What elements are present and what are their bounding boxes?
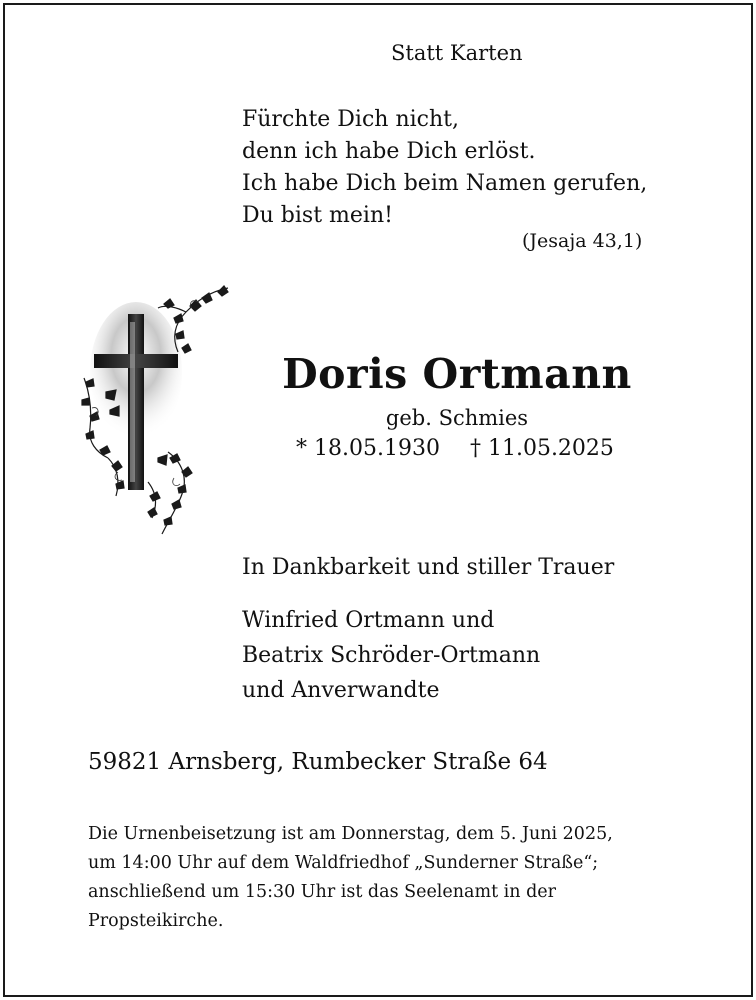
deceased-name: Doris Ortmann [282, 350, 632, 398]
maiden-name: geb. Schmies [385, 406, 529, 430]
mourning-line: In Dankbarkeit und stiller Trauer [242, 555, 615, 580]
address: 59821 Arnsberg, Rumbecker Straße 64 [88, 749, 548, 775]
family-line: Winfried Ortmann und [242, 608, 495, 633]
notice-line: um 14:00 Uhr auf dem Waldfriedhof „Sunderner Straße“; [88, 853, 599, 873]
verse-reference: (Jesaja 43,1) [522, 230, 643, 252]
verse-line: Fürchte Dich nicht, [242, 107, 459, 132]
verse-line: Ich habe Dich beim Namen gerufen, [242, 171, 648, 196]
notice-line: anschließend um 15:30 Uhr ist das Seelenamt in der [88, 882, 557, 902]
bible-verse [242, 104, 647, 232]
life-dates [296, 436, 614, 461]
funeral-notice [88, 820, 613, 936]
family-line: Beatrix Schröder-Ortmann [242, 643, 541, 668]
verse-line: denn ich habe Dich erlöst. [242, 139, 536, 164]
notice-line: Die Urnenbeisetzung ist am Donnerstag, dem 5. Juni 2025, [88, 824, 613, 844]
notice-line: Propsteikirche. [88, 911, 224, 931]
birth-date: * 18.05.1930 [296, 436, 440, 461]
death-date: † 11.05.2025 [469, 436, 614, 461]
verse-line: Du bist mein! [242, 203, 393, 228]
header-text: Statt Karten [391, 41, 523, 65]
family-line: und Anverwandte [242, 678, 440, 703]
family-list [242, 603, 540, 708]
